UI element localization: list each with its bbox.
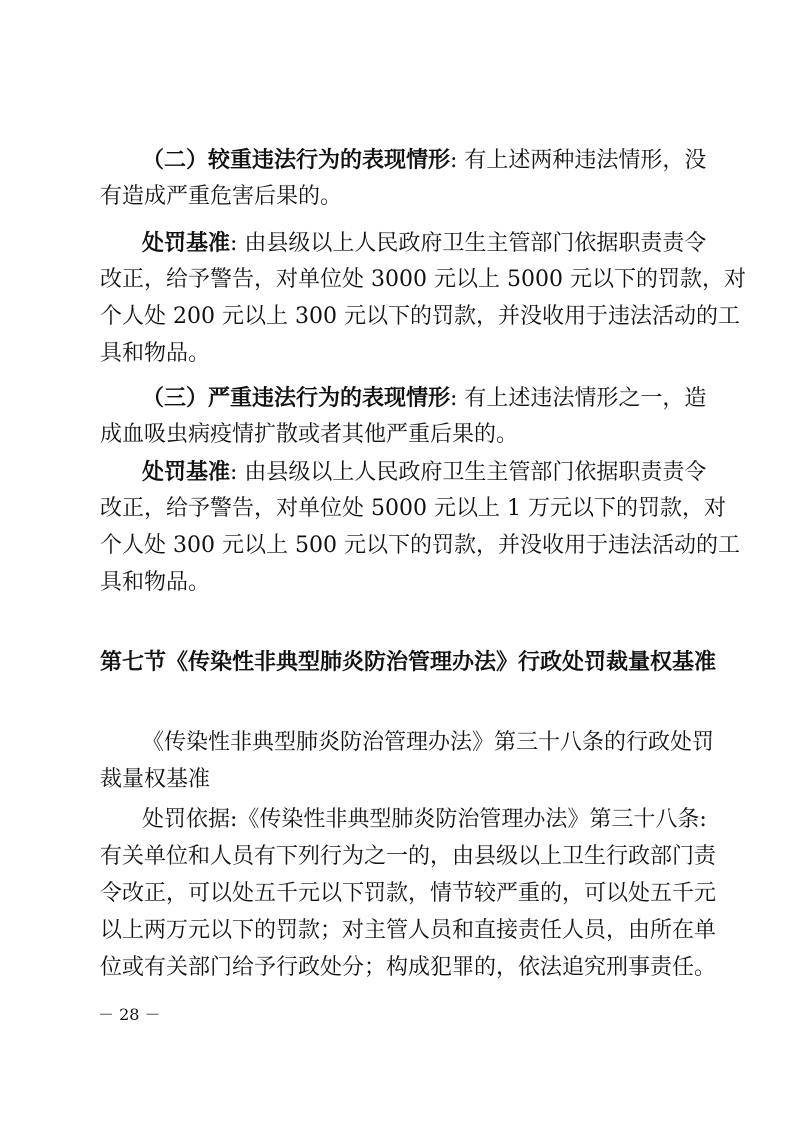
section3-basis-text: : 由县级以上人民政府卫生主管部门依据职责责令 xyxy=(230,460,707,485)
section3-title: （三）严重违法行为的表现情形 xyxy=(142,385,451,411)
section3-basis-line1 xyxy=(142,458,707,487)
section2-basis-line2: 改正，给予警告，对单位处 3000 元以上 5000 元以下的罚款，对 xyxy=(100,267,746,292)
section3-line2: 成血吸虫病疫情扩散或者其他严重后果的。 xyxy=(100,422,519,447)
section3-basis-label: 处罚基准 xyxy=(142,459,231,485)
section2-basis-line4: 具和物品。 xyxy=(100,341,211,366)
section2-title: （二）较重违法行为的表现情形 xyxy=(142,147,451,173)
section2-line2: 有造成严重危害后果的。 xyxy=(100,184,343,209)
basis-line3: 令改正，可以处五千元以下罚款，情节较严重的，可以处五千元 xyxy=(100,881,717,906)
basis-line4: 以上两万元以下的罚款；对主管人员和直接责任人员，由所在单 xyxy=(100,918,717,943)
section2-basis-line1 xyxy=(142,229,707,258)
section3-title-line xyxy=(142,384,707,413)
basis-line1: 处罚依据:《传染性非典型肺炎防治管理办法》第三十八条: xyxy=(142,807,707,832)
subheading-line2: 裁量权基准 xyxy=(100,767,211,792)
subheading-line1: 《传染性非典型肺炎防治管理办法》第三十八条的行政处罚 xyxy=(142,730,715,755)
section3-line1-text: : 有上述违法情形之一，造 xyxy=(450,386,707,411)
section3-basis-line2: 改正，给予警告，对单位处 5000 元以上 1 万元以下的罚款，对 xyxy=(100,496,726,521)
basis-line2: 有关单位和人员有下列行为之一的，由县级以上卫生行政部门责 xyxy=(100,844,717,869)
section-heading: 第七节《传染性非典型肺炎防治管理办法》行政处罚裁量权基准 xyxy=(100,650,717,675)
section2-basis-label: 处罚基准 xyxy=(142,230,231,256)
section3-basis-line4: 具和物品。 xyxy=(100,570,211,595)
section2-title-line xyxy=(142,146,707,175)
section3-basis-line3: 个人处 300 元以上 500 元以下的罚款，并没收用于违法活动的工 xyxy=(100,533,740,558)
section2-basis-text: : 由县级以上人民政府卫生主管部门依据职责责令 xyxy=(230,231,707,256)
page-number: － 28 － xyxy=(98,1005,161,1024)
section2-line1-text: : 有上述两种违法情形，没 xyxy=(450,148,707,173)
basis-line5: 位或有关部门给予行政处分；构成犯罪的，依法追究刑事责任。 xyxy=(100,955,717,980)
section2-basis-line3: 个人处 200 元以上 300 元以下的罚款，并没收用于违法活动的工 xyxy=(100,304,740,329)
